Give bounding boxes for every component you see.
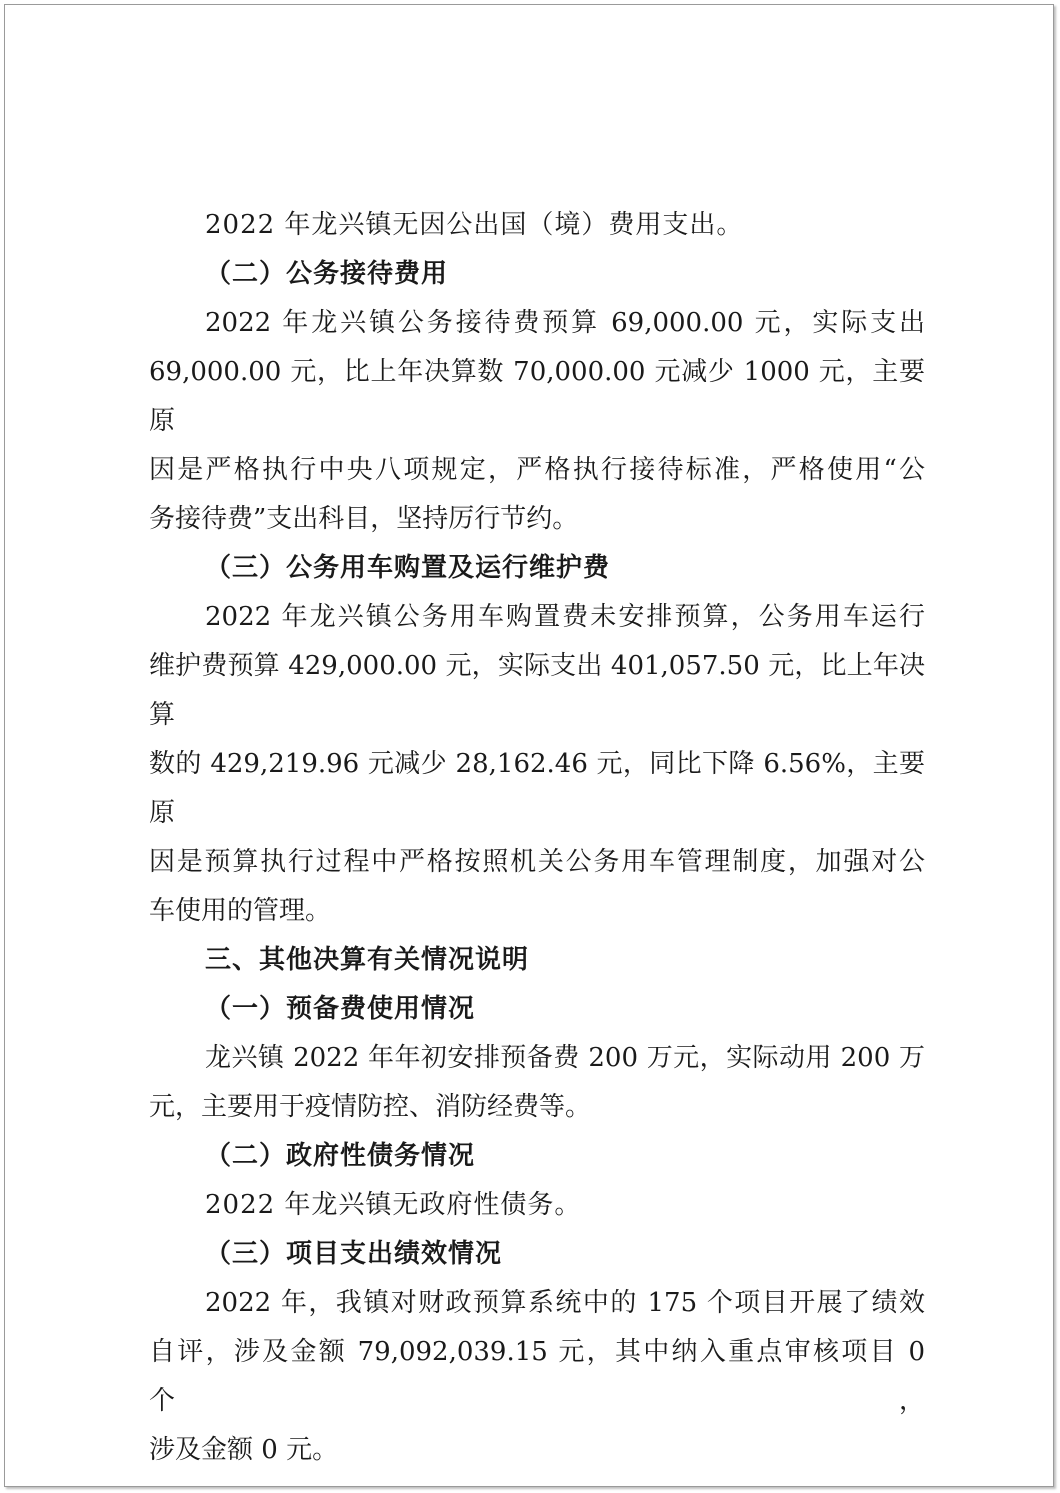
text-line: 自评，涉及金额 79,092,039.15 元，其中纳入重点审核项目 0 个， — [149, 1337, 925, 1416]
text-line: 务接待费”支出科目，坚持厉行节约。 — [149, 504, 579, 534]
heading-reserve-fund: （一）预备费使用情况 — [205, 994, 476, 1024]
heading-section-three: 三、其他决算有关情况说明 — [205, 945, 530, 975]
heading-official-vehicles: （三）公务用车购置及运行维护费 — [205, 553, 611, 583]
paragraph-project-performance — [149, 1279, 925, 1475]
document-page — [4, 4, 1054, 1487]
paragraph-official-vehicles — [149, 593, 925, 936]
text-line: 因是严格执行中央八项规定，严格执行接待标准，严格使用“公 — [149, 455, 925, 485]
text-line: 元，主要用于疫情防控、消防经费等。 — [149, 1092, 592, 1122]
text-line: 因是预算执行过程中严格按照机关公务用车管理制度，加强对公 — [149, 847, 925, 877]
text-line: 2022 年龙兴镇公务用车购置费未安排预算，公务用车运行 — [205, 602, 925, 632]
heading-government-debt: （二）政府性债务情况 — [205, 1141, 476, 1171]
document-body — [149, 201, 925, 1475]
paragraph-official-reception — [149, 299, 925, 544]
text-line: 龙兴镇 2022 年年初安排预备费 200 万元，实际动用 200 万 — [205, 1043, 925, 1073]
text-line: 数的 429,219.96 元减少 28,162.46 元，同比下降 6.56%，主要原 — [149, 749, 925, 828]
paragraph-government-debt — [149, 1181, 925, 1230]
text-line: 2022 年龙兴镇无因公出国（境）费用支出。 — [205, 210, 744, 240]
text-line: 维护费预算 429,000.00 元，实际支出 401,057.50 元，比上年决算 — [149, 651, 925, 730]
text-line: 2022 年，我镇对财政预算系统中的 175 个项目开展了绩效 — [205, 1288, 925, 1318]
text-line: 2022 年龙兴镇公务接待费预算 69,000.00 元，实际支出 — [205, 308, 925, 338]
text-line: 涉及金额 0 元。 — [149, 1435, 339, 1465]
text-line: 2022 年龙兴镇无政府性债务。 — [205, 1190, 582, 1220]
heading-official-reception: （二）公务接待费用 — [205, 259, 449, 289]
text-line: 车使用的管理。 — [149, 896, 332, 926]
heading-project-performance: （三）项目支出绩效情况 — [205, 1239, 503, 1269]
text-line: 69,000.00 元，比上年决算数 70,000.00 元减少 1000 元，主要原 — [149, 357, 925, 436]
paragraph-no-overseas-travel — [149, 201, 925, 250]
paragraph-reserve-fund — [149, 1034, 925, 1132]
